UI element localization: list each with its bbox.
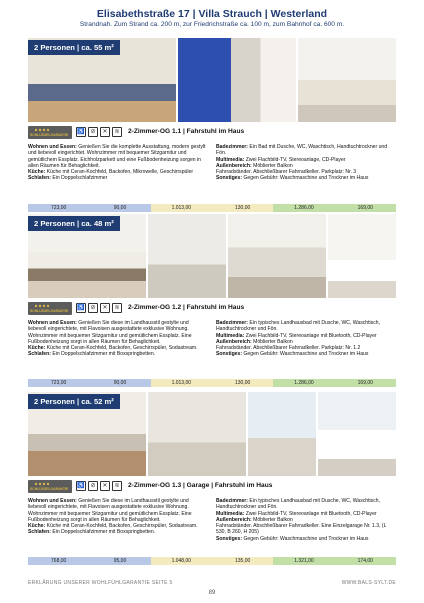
info-text: Ein typisches Landhausbad mit Dusche, WC, Waschtisch, Handtuchtrockner und Fön. (216, 320, 381, 333)
info-label: Multimedia: (216, 510, 245, 517)
seal-text: SCHLÜSSELGARANTIE (30, 133, 69, 137)
info-text: Küche mit Ceran-Kochfeld, Backofen, Mikrowelle, Geschirrspüler (45, 169, 194, 176)
info-text: Ein typisches Landhausbad mit Dusche, WC, Waschtisch, Handtuchtrockner und Fön. (216, 498, 381, 511)
info-label: Schlafen: (28, 351, 51, 358)
capacity-badge: 2 Personen | ca. 52 m² (28, 394, 120, 409)
info-label: Sonstiges: (216, 175, 243, 182)
info-label: Wohnen und Essen: (28, 498, 77, 504)
unit-name: 2-Zimmer-OG 1.1 | Fahrstuhl im Haus (128, 128, 245, 135)
apartment-photo[interactable] (148, 392, 246, 476)
info-line (216, 175, 396, 181)
no-pets-icon: ✕ (100, 303, 110, 313)
price-cell: 1.286,00 (273, 379, 334, 387)
no-pets-icon: ✕ (100, 127, 110, 137)
info-label: Multimedia: (216, 332, 245, 339)
info-label: Küche: (28, 523, 46, 530)
info-label: Schlafen: (28, 175, 51, 182)
seal-text: SCHLÜSSELGARANTIE (30, 309, 69, 313)
info-text: Genießen Sie diese im Landhausstil gestylte und liebevoll eingerichtete, mit Flavoisen ausgestattete exklusive Wohnung. Wohnzimmer mit bequemer Sitzgarnitur und gemütlichem Essplatz. Eine Fußbodenheizung sorgt in allen Räumen für Behaglichkeit. (28, 320, 192, 345)
info-text: Zwei Flachbild-TV, Stereoanlage mit Bluetooth, CD-Player (244, 332, 377, 339)
info-label: Badezimmer: (216, 144, 248, 150)
info-label: Außenbereich: (216, 162, 252, 169)
info-line (216, 536, 396, 542)
no-pets-icon: ✕ (100, 481, 110, 491)
price-cell: 768,00 (28, 557, 89, 565)
no-smoking-icon: ⊘ (88, 481, 98, 491)
footer-website[interactable]: WWW.BALS-SYLT.DE (341, 580, 396, 586)
price-cell: 90,00 (89, 379, 150, 387)
no-smoking-icon: ⊘ (88, 303, 98, 313)
info-line (216, 320, 396, 333)
page-subtitle: Strandnah. Zum Strand ca. 200 m, zur Friedrichstraße ca. 100 m, zum Bahnhof ca. 600 m. (79, 21, 345, 28)
info-text: Zwei Flachbild-TV, Stereoanlage, CD-Player (244, 156, 346, 163)
price-cell: 174,00 (335, 557, 396, 565)
info-label: Außenbereich: (216, 338, 252, 345)
info-text: Möblierter Balkon (251, 338, 293, 345)
price-cell: 169,00 (335, 204, 396, 212)
info-text: Fahrradständer. Abschließbarer Fahrradkeller. Eine Einzelgarage Nr. 1.3, (L 530, B 260, H 205) (216, 523, 387, 536)
wheelchair-icon: ♿ (77, 305, 85, 311)
info-label: Multimedia: (216, 156, 245, 163)
photo-strip (28, 214, 396, 298)
feature-row (28, 302, 396, 316)
info-line (28, 351, 208, 357)
info-line (28, 498, 208, 523)
price-row (28, 557, 396, 565)
wifi-icon: ≋ (112, 127, 122, 137)
info-label: Außenbereich: (216, 516, 252, 523)
info-label: Küche: (28, 345, 46, 352)
info-line (28, 144, 208, 169)
info-text: Gegen Gebühr: Waschmaschine und Trockner im Haus (242, 351, 369, 358)
info-text: Ein Doppelschlafzimmer mit Boxspringbetten. (50, 529, 156, 536)
info-text: Ein Bad mit Dusche, WC, Waschtisch, Handtuchtrockner und Fön. (216, 144, 388, 157)
price-cell: 723,00 (28, 204, 89, 212)
photo-strip (28, 38, 396, 122)
apartment-photo[interactable] (318, 392, 396, 476)
price-row (28, 204, 396, 212)
key-guarantee-seal (28, 480, 72, 493)
info-line (28, 529, 208, 535)
info-text: Zwei Flachbild-TV, Stereoanlage mit Bluetooth, CD-Player (244, 510, 377, 517)
apartment-photo[interactable] (148, 214, 226, 298)
price-cell: 1.286,00 (273, 204, 334, 212)
feature-row (28, 480, 396, 494)
apartment-photo[interactable] (248, 392, 316, 476)
apartment-photo[interactable] (178, 38, 296, 122)
apartment-photo[interactable] (328, 214, 396, 298)
info-text: Genießen Sie die komplette Ausstattung, modern gestylt und liebevoll eingerichtet. Wohnzimmer mit bequemer Sitzgarnitur und gemütlichem Essplatz. Eichholzparkett und eine Fußbodenheizung sorgen in allen Räumen für Behaglichkeit. (28, 144, 206, 169)
apartment-photo[interactable] (228, 214, 326, 298)
info-text: Fahrradständer. Abschließbarer Fahrradkeller. Parkplatz: Nr. 3 (216, 169, 357, 176)
info-label: Badezimmer: (216, 320, 248, 326)
info-text: Genießen Sie diese im Landhausstil gestylte und liebevoll eingerichtete, mit Flavoisen ausgestattete exklusive Wohnung. Wohnzimmer mit bequemer Sitzgarnitur und gemütlichem Essplatz. Eine Fußbodenheizung sorgt in allen Räumen für Behaglichkeit. (28, 498, 192, 523)
info-text: Gegen Gebühr: Waschmaschine und Trockner im Haus (242, 175, 369, 182)
info-text: Ein Doppelschlafzimmer (50, 175, 108, 182)
info-line (216, 351, 396, 357)
capacity-badge: 2 Personen | ca. 55 m² (28, 40, 120, 55)
page-number: 89 (208, 590, 216, 596)
info-line (216, 498, 396, 511)
price-cell: 90,00 (89, 204, 150, 212)
no-smoking-icon: ⊘ (88, 127, 98, 137)
info-line (216, 144, 396, 157)
price-cell: 1.013,00 (151, 204, 212, 212)
info-label: Schlafen: (28, 529, 51, 536)
info-text: Möblierter Balkon (251, 162, 293, 169)
info-label: Küche: (28, 169, 46, 176)
key-guarantee-seal (28, 302, 72, 315)
price-cell: 1.321,00 (273, 557, 334, 565)
wheelchair-icon: ♿ (77, 483, 85, 489)
apartment-listing (28, 214, 396, 404)
info-text: Gegen Gebühr: Waschmaschine und Trockner im Haus (242, 535, 369, 542)
info-label: Badezimmer: (216, 498, 248, 504)
photo-strip (28, 392, 396, 476)
capacity-badge: 2 Personen | ca. 48 m² (28, 216, 120, 231)
apartment-listing (28, 38, 396, 228)
price-cell: 723,00 (28, 379, 89, 387)
info-line (28, 320, 208, 345)
seal-text: SCHLÜSSELGARANTIE (30, 487, 69, 491)
footer-guarantee-note: ERKLÄRUNG UNSERER WOHLFÜHLGARANTIE SEITE 5 (28, 580, 173, 586)
wifi-icon: ≋ (112, 481, 122, 491)
info-text: Küche mit Ceran-Kochfeld, Backofen, Geschirrspüler, Sodastream. (45, 345, 198, 352)
description-right (216, 320, 396, 358)
footer (28, 580, 396, 586)
info-text: Ein Doppelschlafzimmer mit Boxspringbetten. (50, 351, 156, 358)
info-text: Fahrradständer. Abschließbarer Fahrradkeller. Parkplatz: Nr. 1.2 (216, 345, 361, 352)
apartment-listing (28, 392, 396, 582)
price-cell: 1.048,00 (151, 557, 212, 565)
price-cell: 130,00 (212, 379, 273, 387)
feature-row (28, 126, 396, 140)
info-text: Möblierter Balkon (251, 516, 293, 523)
description-right (216, 498, 396, 542)
price-row (28, 379, 396, 387)
unit-name: 2-Zimmer-OG 1.2 | Fahrstuhl im Haus (128, 304, 245, 311)
wifi-icon: ≋ (112, 303, 122, 313)
page-title: Elisabethstraße 17 | Villa Strauch | Westerland (96, 8, 328, 20)
info-label: Wohnen und Essen: (28, 320, 77, 326)
info-text: Küche mit Ceran-Kochfeld, Backofen, Geschirrspüler, Sodastream. (45, 523, 198, 530)
price-cell: 95,00 (89, 557, 150, 565)
unit-name: 2-Zimmer-OG 1.3 | Garage | Fahrstuhl im Haus (128, 482, 273, 489)
price-cell: 169,00 (335, 379, 396, 387)
wheelchair-icon: ♿ (77, 129, 85, 135)
info-line (216, 523, 396, 536)
description-left (28, 144, 208, 182)
description-right (216, 144, 396, 182)
info-line (28, 175, 208, 181)
key-guarantee-seal (28, 126, 72, 139)
price-cell: 130,00 (212, 204, 273, 212)
description-left (28, 498, 208, 536)
price-cell: 1.013,00 (151, 379, 212, 387)
info-label: Wohnen und Essen: (28, 144, 77, 150)
price-cell: 135,00 (212, 557, 273, 565)
info-label: Sonstiges: (216, 351, 243, 358)
info-label: Sonstiges: (216, 535, 243, 542)
page-header (0, 8, 424, 28)
description-left (28, 320, 208, 358)
apartment-photo[interactable] (298, 38, 396, 122)
